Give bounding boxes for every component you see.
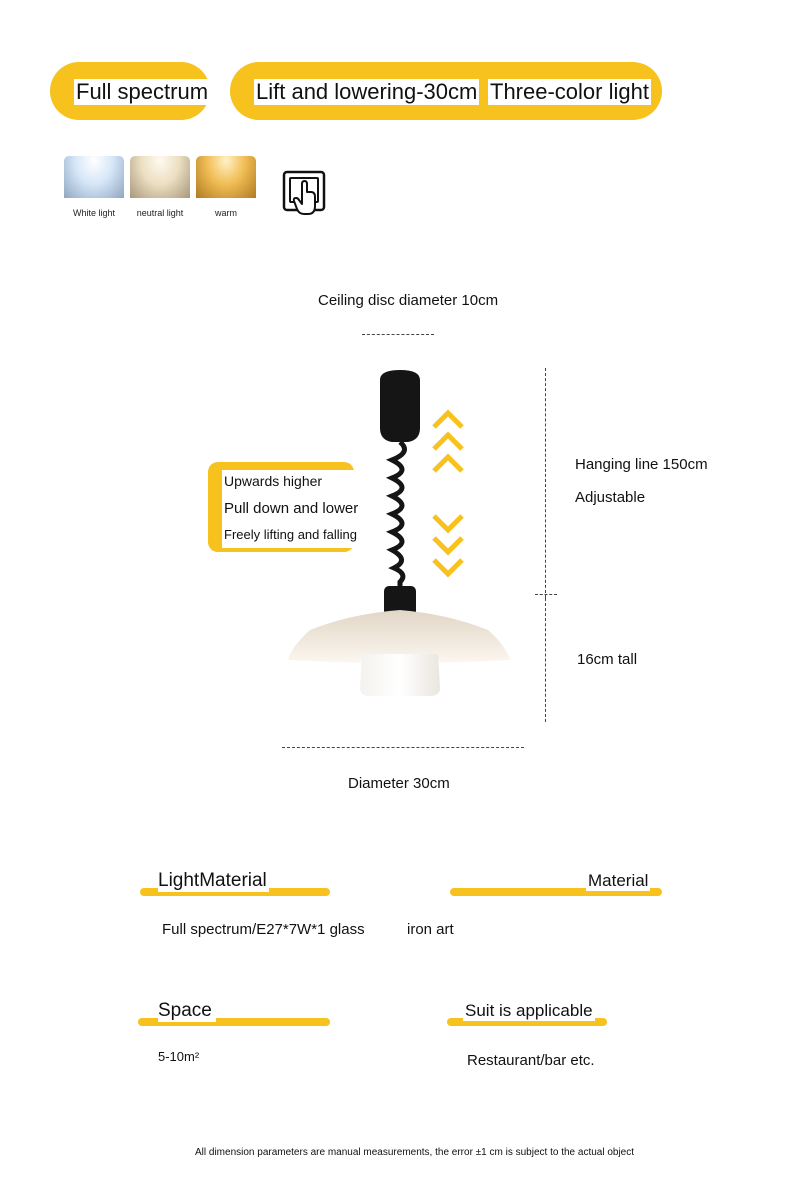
spec-value-light: Full spectrum/E27*7W*1 glass xyxy=(162,921,365,938)
up-arrows-icon xyxy=(430,405,466,480)
callout-line-up: Upwards higher xyxy=(224,473,323,489)
dimension-tick xyxy=(535,594,557,595)
adjustable-label: Adjustable xyxy=(575,489,646,506)
ceiling-disc-label: Ceiling disc diameter 10cm xyxy=(318,292,499,309)
color-swatch-warm xyxy=(196,156,256,224)
callout-line-down: Pull down and lower xyxy=(224,500,359,517)
callout-line-free: Freely lifting and falling xyxy=(224,527,357,542)
spec-value-space: 5-10m² xyxy=(158,1049,200,1064)
down-arrows-icon xyxy=(430,508,466,583)
ceiling-disc-dimension-line xyxy=(362,334,434,335)
spec-value-material: iron art xyxy=(407,921,454,938)
hanging-line-dimension xyxy=(545,368,546,598)
color-swatch-label: warm xyxy=(196,198,256,224)
footer-note: All dimension parameters are manual measurements, the error ±1 cm is subject to the actual object xyxy=(195,1147,635,1158)
touch-switch-icon xyxy=(282,170,328,220)
color-swatch-neutral xyxy=(130,156,190,224)
feature-label-three-color: Three-color light xyxy=(486,79,651,105)
hanging-line-label: Hanging line 150cm xyxy=(575,456,708,473)
feature-label-full-spectrum: Full spectrum xyxy=(76,79,209,104)
height-label: 16cm tall xyxy=(577,651,638,668)
color-swatch-label: White light xyxy=(64,198,124,224)
spec-header-suit: Suit is applicable xyxy=(465,1001,593,1020)
spec-header-light: LightMaterial xyxy=(158,870,267,891)
diameter-dimension-line xyxy=(282,747,524,748)
height-dimension xyxy=(545,598,546,722)
diameter-label: Diameter 30cm xyxy=(348,775,450,792)
color-swatch-white xyxy=(64,156,124,224)
spec-header-space: Space xyxy=(158,1000,216,1022)
color-swatch-label: neutral light xyxy=(130,198,190,224)
spec-value-suit: Restaurant/bar etc. xyxy=(467,1052,595,1069)
feature-label-lift-lowering: Lift and lowering-30cm xyxy=(256,79,478,104)
spec-header-material: Material xyxy=(588,871,649,890)
